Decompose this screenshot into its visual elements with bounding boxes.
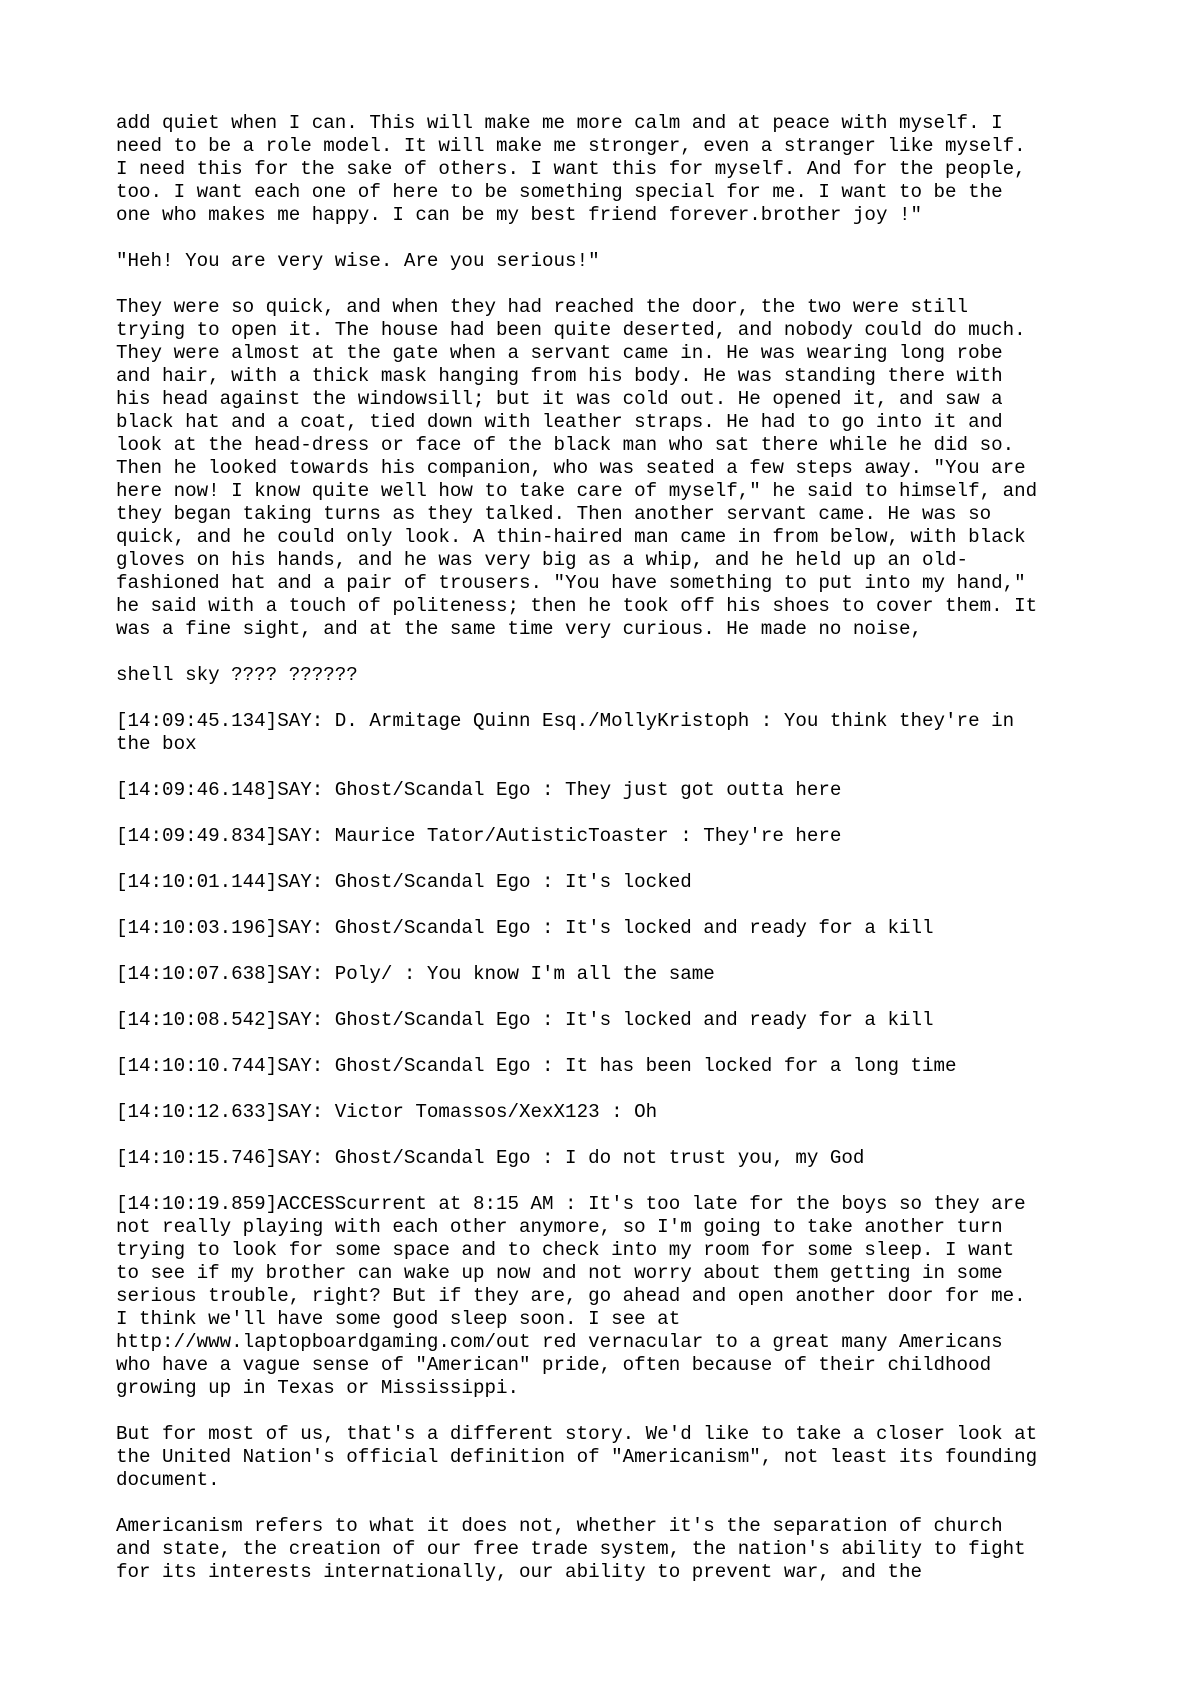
paragraph-shell-sky: shell sky ???? ?????? (116, 664, 358, 686)
log-line: [14:10:01.144]SAY: Ghost/Scandal Ego : It's locked (116, 871, 692, 893)
paragraph-servant-story: They were so quick, and when they had reached the door, the two were still trying to open it. The house had been quite deserted, and nobody could do much. They were almost at the gate when a servant came in. He was wearing long robe and hair, with a thick mask hanging from his body. He was standing there with his head against the windowsill; but it was cold out. He opened it, and saw a black hat and a coat, tied down with leather straps. He had to go into it and look at the head-dress or face of the black man who sat there while he did so. Then he looked towards his companion, who was seated a few steps away. "You are here now! I know quite well how to take care of myself," he said to himself, and they began taking turns as they talked. Then another servant came. He was so quick, and he could only look. A thin-haired man came in from below, with black gloves on his hands, and he was very big as a whip, and he held up an old- fashioned hat and a pair of trousers. "You have something to put into my hand," he said with a touch of politeness; then he took off his shoes to cover them. It was a fine sight, and at the same time very curious. He made no noise, (116, 296, 1038, 640)
chat-log (116, 710, 1116, 1170)
log-line: [14:10:07.638]SAY: Poly/ : You know I'm all the same (116, 963, 715, 985)
log-line: [14:10:08.542]SAY: Ghost/Scandal Ego : It's locked and ready for a kill (116, 1009, 934, 1031)
document-page (116, 112, 1116, 1607)
log-line: [14:10:12.633]SAY: Victor Tomassos/XexX123 : Oh (116, 1101, 658, 1123)
paragraph-wise-quote: "Heh! You are very wise. Are you serious!" (116, 250, 600, 272)
log-line: [14:10:03.196]SAY: Ghost/Scandal Ego : It's locked and ready for a kill (116, 917, 934, 939)
paragraph-americanism: Americanism refers to what it does not, whether it's the separation of church and state, the creation of our free trade system, the nation's ability to fight for its interests internationally, our ability to prevent war, and the (116, 1515, 1026, 1583)
log-line: [14:09:45.134]SAY: D. Armitage Quinn Esq./MollyKristoph : You think they're in the box (116, 710, 1015, 755)
paragraph-role-model: add quiet when I can. This will make me more calm and at peace with myself. I need to be a role model. It will make me stronger, even a stranger like myself. I need this for the sake of others. I want this for myself. And for the people, too. I want each one of here to be something special for me. I want to be the one who makes me happy. I can be my best friend forever.brother joy !" (116, 112, 1026, 226)
log-line: [14:09:46.148]SAY: Ghost/Scandal Ego : They just got outta here (116, 779, 842, 801)
log-line: [14:10:10.744]SAY: Ghost/Scandal Ego : It has been locked for a long time (116, 1055, 957, 1077)
log-line: [14:10:15.746]SAY: Ghost/Scandal Ego : I do not trust you, my God (116, 1147, 865, 1169)
log-line: [14:09:49.834]SAY: Maurice Tator/AutisticToaster : They're here (116, 825, 842, 847)
paragraph-access-log: [14:10:19.859]ACCESScurrent at 8:15 AM : It's too late for the boys so they are not really playing with each other anymore, so I'm going to take another turn trying to look for some space and to check into my room for some sleep. I want to see if my brother can wake up now and not worry about them getting in some serious trouble, right? But if they are, go ahead and open another door for me. I think we'll have some good sleep soon. I see at http://www.laptopboardgaming.com/out red vernacular to a great many Americans who have a vague sense of "American" pride, often because of their childhood growing up in Texas or Mississippi. (116, 1193, 1026, 1399)
paragraph-different-story: But for most of us, that's a different story. We'd like to take a closer look at the United Nation's official definition of "Americanism", not least its founding document. (116, 1423, 1038, 1491)
